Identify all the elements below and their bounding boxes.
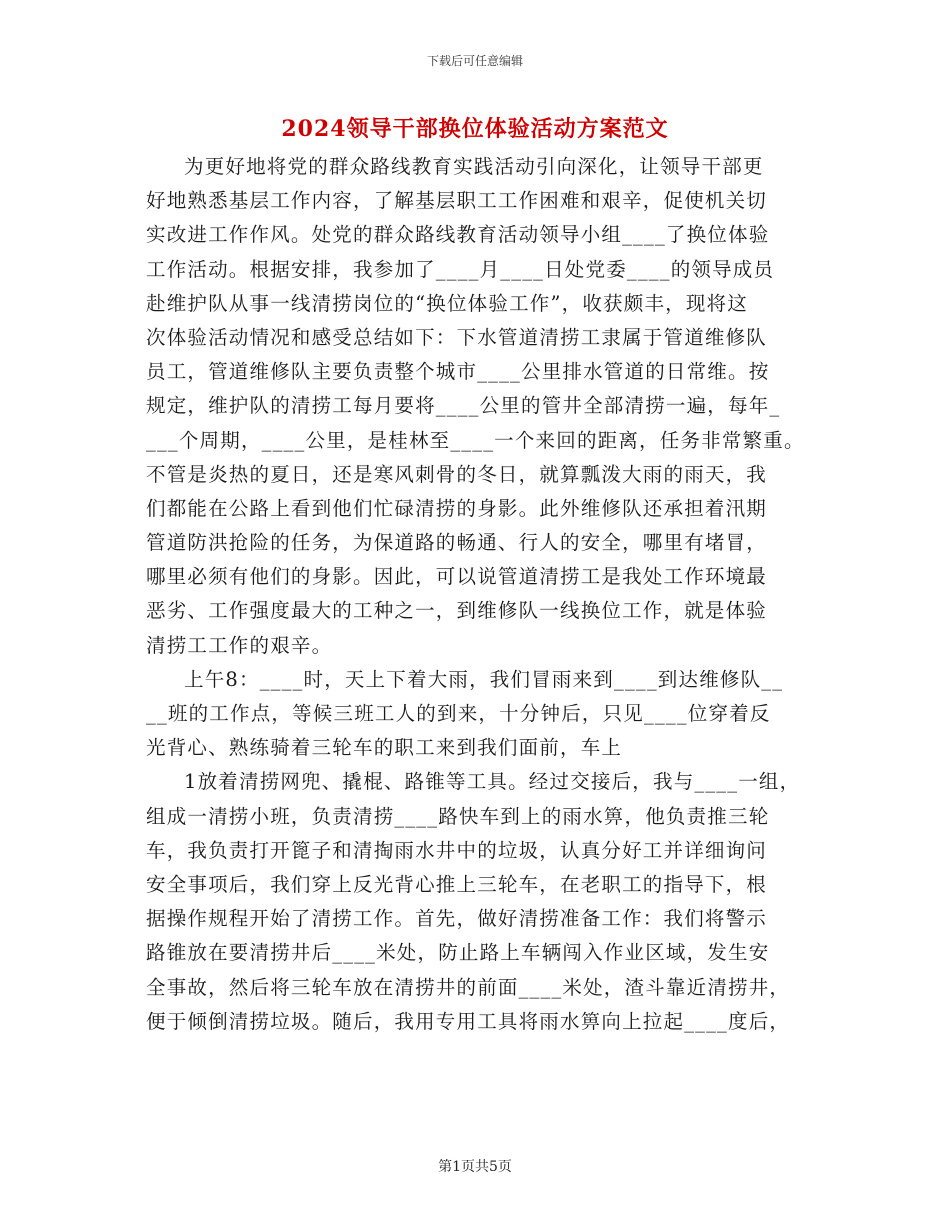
text-line: 实改进工作作风。处党的群众路线教育活动领导小组____了换位体验 — [146, 223, 770, 247]
text-line: __班的工作点，等候三班工人的到来，十分钟后，只见____位穿着反 — [146, 702, 771, 725]
text-line: 赴维护队从事一线清捞岗位的“换位体验工作”，收获颇丰，现将这 — [146, 291, 748, 315]
text-line: 哪里必须有他们的身影。因此，可以说管道清捞工是我处工作环境最 — [146, 565, 768, 589]
text-line: 组成一清捞小班，负责清捞____路快车到上的雨水箅，他负责推三轮 — [146, 804, 770, 828]
text-line: 车，我负责打开篦子和清掏雨水井中的垃圾，认真分好工并详细询问 — [146, 838, 768, 862]
text-line: 安全事项后，我们穿上反光背心推上三轮车，在老职工的指导下，根 — [146, 872, 768, 896]
text-line: 据操作规程开始了清捞工作。首先，做好清捞准备工作：我们将警示 — [146, 907, 768, 931]
text-line: 为更好地将党的群众路线教育实践活动引向深化，让领导干部更 — [184, 155, 764, 178]
text-line: 次体验活动情况和感受总结如下：下水管道清捞工隶属于管道维修队 — [146, 325, 768, 349]
text-line: 便于倾倒清捞垃圾。随后，我用专用工具将雨水箅向上拉起____度后， — [146, 1009, 791, 1033]
document-body — [146, 150, 826, 1039]
text-line: 全事故，然后将三轮车放在清捞井的前面____米处，渣斗靠近清捞井， — [146, 975, 791, 999]
text-line: 光背心、熟练骑着三轮车的职工来到我们面前，车上 — [146, 736, 623, 760]
text-line: 1放着清捞网兜、撬棍、路锥等工具。经过交接后，我与____一组， — [184, 770, 801, 794]
text-line: 不管是炎热的夏日，还是寒风刺骨的冬日，就算瓢泼大雨的雨天，我 — [146, 462, 768, 486]
page-footer: 第1页共5页 — [438, 1159, 512, 1175]
text-line: ___个周期，____公里，是桂林至____一个来回的距离，任务非常繁重。 — [146, 428, 805, 452]
document-title: 2024领导干部换位体验活动方案范文 — [281, 116, 669, 142]
text-line: 路锥放在要清捞井后____米处，防止路上车辆闯入作业区域，发生安 — [146, 941, 770, 965]
text-line: 管道防洪抢险的任务，为保道路的畅通、行人的安全，哪里有堵冒， — [146, 531, 768, 555]
text-line: 们都能在公路上看到他们忙碌清捞的身影。此外维修队还承担着汛期 — [146, 496, 768, 520]
text-line: 恶劣、工作强度最大的工种之一，到维修队一线换位工作，就是体验 — [146, 599, 768, 623]
text-line: 员工，管道维修队主要负责整个城市____公里排水管道的日常维。按 — [146, 360, 770, 384]
text-line: 好地熟悉基层工作内容，了解基层职工工作困难和艰辛，促使机关切 — [146, 189, 768, 213]
text-line: 上午8：____时，天上下着大雨，我们冒雨来到____到达维修队__ — [184, 667, 784, 691]
text-line: 清捞工工作的艰辛。 — [146, 633, 333, 657]
text-line: 工作活动。根据安排，我参加了____月____日处党委____的领导成员 — [146, 257, 775, 281]
page-header: 下载后可任意编辑 — [426, 54, 523, 68]
text-line: 规定，维护队的清捞工每月要将____公里的管井全部清捞一遍，每年_ — [146, 394, 781, 418]
